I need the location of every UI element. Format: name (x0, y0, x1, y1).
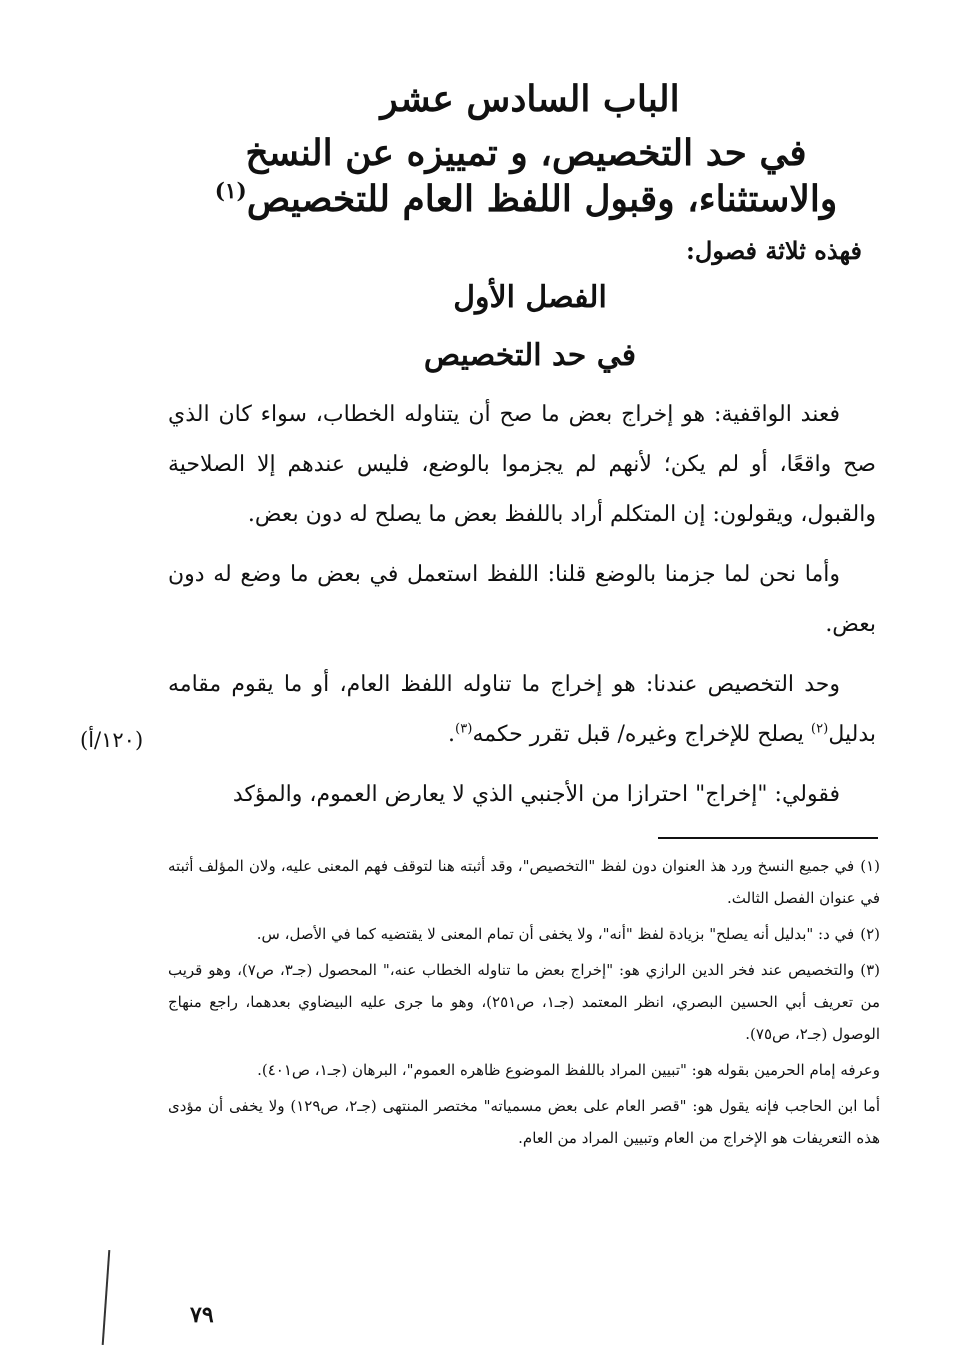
footnote-separator (658, 837, 878, 839)
intro-line: فهذه ثلاثة فصول: (686, 236, 862, 265)
footnote-3-continued (168, 1090, 880, 1154)
footnotes (168, 850, 880, 1158)
footnote-mark-1: (١) (214, 179, 247, 204)
page-number: ٧٩ (190, 1302, 214, 1328)
footnote-text: في جميع النسخ ورد هذ العنوان دون لفظ "التخصيص"، وقد أثبته هنا لتوقف فهم المعنى عليه، ولان المؤلف أثبته في عنوان الفصل الثالث. (168, 857, 880, 907)
paragraph-3-start: وحد التخصيص عندنا: هو إخراج ما تناوله اللفظ العام، أو ما يقوم مقامه بدليل (168, 672, 876, 747)
footnote-mark-2: (٢) (810, 721, 829, 737)
paragraph-3-mid: يصلح للإخراج وغيره/ قبل تقرر حكمه (472, 722, 811, 747)
section-subtitle: في حد التخصيص (423, 338, 637, 373)
footnote-number: (٣) (860, 961, 881, 979)
footnote-1 (168, 850, 880, 914)
chapter-subtitle-text: في حد التخصيص، و تمييزه عن النسخ والاستثناء، وقبول اللفظ العام للتخصيص (245, 132, 838, 220)
footnote-text: وعرفه إمام الحرمين بقوله هو: "تبيين المراد باللفظ الموضوع ظاهره العموم"، البرهان (جـ١، ص٤٠١). (257, 1061, 880, 1079)
chapter-title: الباب السادس عشر (380, 78, 680, 120)
paragraph-2: وأما نحن لما جزمنا بالوضع قلنا: اللفظ استعمل في بعض ما وضع له دون بعض. (168, 562, 876, 637)
footnote-text: في د: "بدليل أنه يصلح" بزيادة لفظ "أنه"، ولا يخفى أن تمام المعنى لا يقتضيه كما في الأصل، س. (256, 925, 855, 943)
footnote-3-continued (168, 1054, 880, 1086)
paragraph-4: فقولي: "إخراج" احترازا من الأجنبي الذي لا يعارض العموم، والمؤكد (232, 782, 840, 807)
section-title: الفصل الأول (453, 280, 607, 315)
body-text (168, 390, 876, 830)
footnote-number: (٢) (860, 925, 880, 943)
paragraph-3 (168, 660, 876, 760)
footnote-text: أما ابن الحاجب فإنه يقول هو: "قصر العام على بعض مسمياته" مختصر المنتهى (جـ٢، ص١٢٩) ولا يخفى أن مؤدى هذه التعريفات هو الإخراج من العام وتبيين المراد من العام. (168, 1097, 881, 1147)
paragraph-1: فعند الواقفية: هو إخراج بعض ما صح أن يتناوله الخطاب، سواء كان الذي صح واقعًا، أو لم يكن؛ لأنهم لم يجزموا بالوضع، فليس عندهم إلا الصلاحية والقبول، ويقولون: إن المتكلم أراد باللفظ بعض ما يصلح له دون بعض. (168, 402, 876, 527)
chapter-subtitle (186, 130, 866, 222)
binding-mark (102, 1250, 111, 1345)
footnote-3 (168, 954, 880, 1050)
footnote-mark-3: (٣) (455, 721, 473, 737)
footnote-2 (168, 918, 880, 950)
paragraph-3-end: . (448, 722, 456, 747)
footnote-number: (١) (860, 857, 880, 875)
footnote-text: والتخصيص عند فخر الدين الرازي هو: "إخراج بعض ما تناوله الخطاب عنه،" المحصول (جـ٣، ص٧)، وهو قريب من تعريف أبي الحسين البصري، انظر المعتمد (جـ١، ص٢٥١)، وهو ما جرى عليه البيضاوي بعدهما، راجع منهاج الوصول (جـ٢، ص٧٥). (168, 961, 880, 1043)
manuscript-folio-ref: (١٢٠/أ) (80, 728, 144, 752)
